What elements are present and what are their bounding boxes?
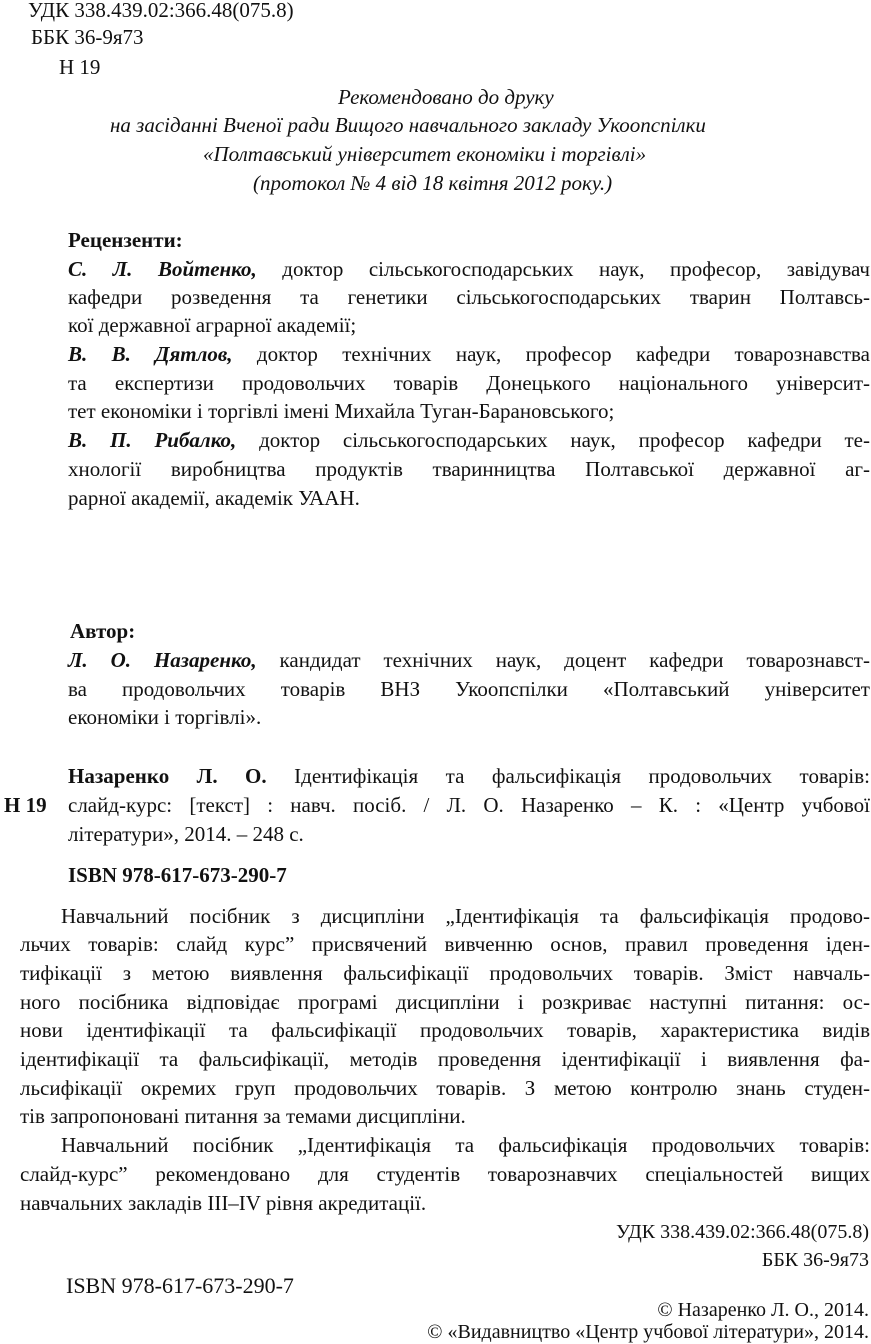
abstract-line: Навчальний посібник „Ідентифікація та фальсифікація продовольчих товарів:	[61, 1133, 870, 1157]
author-text: кандидат технічних наук, доцент кафедри товарознавст-	[256, 648, 870, 672]
reviewer-name: В. В. Дятлов,	[68, 342, 233, 366]
reviewer-line	[68, 340, 870, 369]
abstract-line: нови ідентифікації та фальсифікації продовольчих товарів, характеристика видів	[20, 1018, 870, 1042]
catalog-author: Назаренко Л. О.	[68, 764, 267, 788]
reviewer-line: кої державної аграрної академії;	[68, 313, 357, 337]
abstract-line: тів запропоновані питання за темами дисципліни.	[20, 1104, 466, 1128]
author-sign-header: Н 19	[59, 55, 101, 79]
author-line: ва продовольчих товарів ВНЗ Укоопспілки «Полтавський університет	[68, 677, 870, 701]
abstract-line: Навчальний посібник з дисципліни „Ідентифікація та фальсифікація продово-	[61, 904, 870, 928]
catalog-text: Ідентифікація та фальсифікація продовольчих товарів:	[266, 764, 870, 788]
recommendation-line: на засіданні Вченої ради Вищого навчального закладу Укоопспілки	[110, 113, 706, 137]
reviewer-line: рарної академії, академік УААН.	[68, 486, 360, 510]
udk-header: УДК 338.439.02:366.48(075.8)	[28, 0, 294, 22]
reviewer-text: доктор сільськогосподарських наук, професор, завідувач	[256, 257, 870, 281]
abstract-line: навчальних закладів III–IV рівня акредитації.	[20, 1191, 427, 1215]
reviewer-name: В. П. Рибалко,	[68, 428, 237, 452]
recommendation-line: Рекомендовано до друку	[338, 85, 554, 109]
catalog-code: Н 19	[4, 793, 47, 817]
copyright-author: © Назаренко Л. О., 2014.	[657, 1299, 869, 1321]
catalog-line	[68, 762, 870, 791]
udk-footer: УДК 338.439.02:366.48(075.8)	[616, 1221, 869, 1243]
recommendation-line: «Полтавський університет економіки і торгівлі»	[203, 142, 647, 166]
reviewer-name: С. Л. Войтенко,	[68, 257, 257, 281]
author-line	[68, 646, 870, 675]
abstract-line: льчих товарів: слайд курс” присвячений вивченню основ, правил проведення іден-	[20, 932, 870, 956]
catalog-isbn: ISBN 978-617-673-290-7	[68, 863, 287, 887]
abstract-line: тифікації з метою виявлення фальсифікації продовольчих товарів. Зміст навчаль-	[20, 961, 870, 985]
bbk-footer: ББК 36-9я73	[761, 1249, 869, 1271]
bbk-header: ББК 36-9я73	[31, 25, 144, 49]
abstract-line: ного посібника відповідає програмі дисципліни і розкриває наступні питання: ос-	[20, 990, 870, 1014]
abstract-line: льсифікації окремих груп продовольчих товарів. З метою контролю знань студен-	[20, 1076, 870, 1100]
abstract-line: ідентифікації та фальсифікації, методів проведення ідентифікації і виявлення фа-	[20, 1047, 870, 1071]
copyright-publisher: © «Видавництво «Центр учбової літератури», 2014.	[427, 1321, 869, 1343]
reviewer-line: хнології виробництва продуктів тваринництва Полтавської державної аг-	[68, 457, 870, 481]
author-heading: Автор:	[70, 619, 136, 643]
catalog-line: літератури», 2014. – 248 с.	[68, 822, 304, 846]
reviewer-line	[68, 426, 870, 455]
reviewer-text: доктор сільськогосподарських наук, професор кафедри те-	[236, 428, 870, 452]
reviewer-text: доктор технічних наук, професор кафедри товарознавства	[232, 342, 871, 366]
recommendation-line: (протокол № 4 від 18 квітня 2012 року.)	[253, 171, 613, 195]
reviewer-line: кафедри розведення та генетики сільськогосподарських тварин Полтавсь-	[68, 285, 870, 309]
reviewers-heading: Рецензенти:	[68, 228, 183, 252]
isbn-footer: ISBN 978-617-673-290-7	[66, 1273, 294, 1298]
author-name: Л. О. Назаренко,	[68, 648, 257, 672]
abstract-line: слайд-курс” рекомендовано для студентів товарознавчих спеціальностей вищих	[20, 1162, 870, 1186]
reviewer-line: тет економіки і торгівлі імені Михайла Туган-Барановського;	[68, 399, 615, 423]
catalog-line: слайд-курс: [текст] : навч. посіб. / Л. О. Назаренко – К. : «Центр учбової	[68, 793, 870, 817]
author-line: економіки і торгівлі».	[68, 705, 262, 729]
reviewer-line: та експертизи продовольчих товарів Донецького національного університ-	[68, 371, 870, 395]
reviewer-line	[68, 255, 870, 284]
